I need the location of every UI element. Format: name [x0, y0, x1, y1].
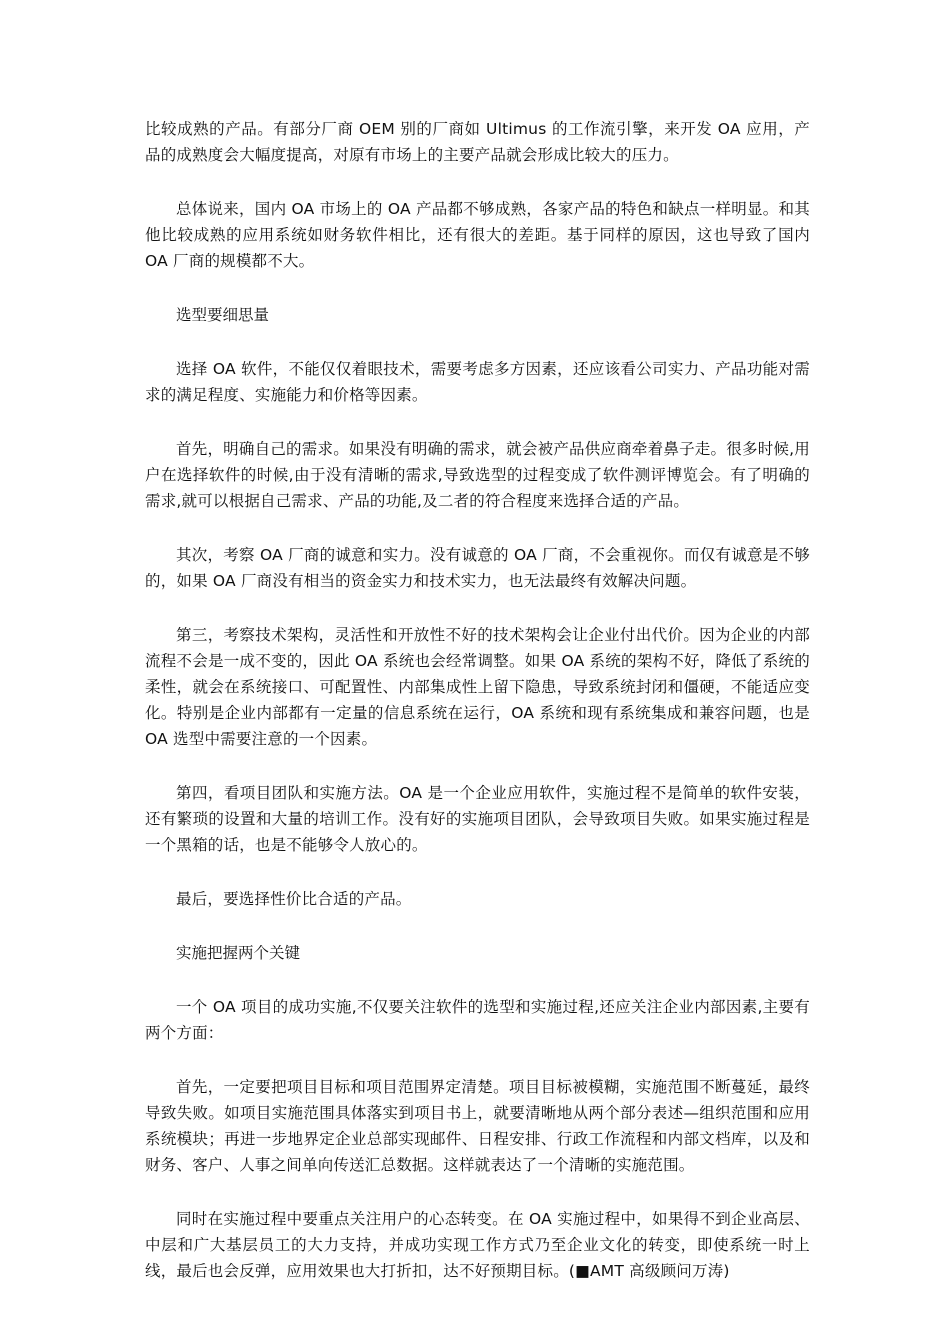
paragraph-fourth-team: 第四，看项目团队和实施方法。OA 是一个企业应用软件，实施过程不是简单的软件安装，还有繁琐的设置和大量的培训工作。没有好的实施项目团队，会导致项目失败。如果实施过程是一个黑箱的话，也是不能够令人放心的。 [145, 784, 810, 854]
paragraph-market-summary: 总体说来，国内 OA 市场上的 OA 产品都不够成熟，各家产品的特色和缺点一样明显。和其他比较成熟的应用系统如财务软件相比，还有很大的差距。基于同样的原因，这也导致了国内 OA 厂商的规模都不大。 [145, 200, 810, 270]
section-heading-implementation: 实施把握两个关键 [176, 944, 301, 962]
paragraph-selection-factors: 选择 OA 软件，不能仅仅着眼技术，需要考虑多方因素，还应该看公司实力、产品功能对需求的满足程度、实施能力和价格等因素。 [145, 360, 810, 404]
paragraph-first-requirements: 首先，明确自己的需求。如果没有明确的需求，就会被产品供应商牵着鼻子走。很多时候,用户在选择软件的时候,由于没有清晰的需求,导致选型的过程变成了软件测评博览会。有了明确的需求,就可以根据自己需求、产品的功能,及二者的符合程度来选择合适的产品。 [145, 440, 810, 510]
paragraph-third-architecture: 第三，考察技术架构，灵活性和开放性不好的技术架构会让企业付出代价。因为企业的内部流程不会是一成不变的，因此 OA 系统也会经常调整。如果 OA 系统的架构不好，降低了系统的柔性，就会在系统接口、可配置性、内部集成性上留下隐患，导致系统封闭和僵硬，不能适应变化。特别是企业内部都有一定量的信息系统在运行，OA 系统和现有系统集成和兼容问题，也是 OA 选型中需要注意的一个因素。 [145, 626, 810, 748]
paragraph-scope-definition: 首先，一定要把项目目标和项目范围界定清楚。项目目标被模糊，实施范围不断蔓延，最终导致失败。如项目实施范围具体落实到项目书上，就要清晰地从两个部分表述—组织范围和应用系统模块；再进一步地界定企业总部实现邮件、日程安排、行政工作流程和内部文档库，以及和财务、客户、人事之间单向传送汇总数据。这样就表达了一个清晰的实施范围。 [145, 1078, 810, 1174]
paragraph-second-vendor: 其次，考察 OA 厂商的诚意和实力。没有诚意的 OA 厂商，不会重视你。而仅有诚意是不够的，如果 OA 厂商没有相当的资金实力和技术实力，也无法最终有效解决问题。 [145, 546, 810, 590]
paragraph-intro: 比较成熟的产品。有部分厂商 OEM 别的厂商如 Ultimus 的工作流引擎，来开发 OA 应用，产品的成熟度会大幅度提高，对原有市场上的主要产品就会形成比较大的压力。 [145, 120, 810, 164]
section-heading-selection: 选型要细思量 [176, 306, 270, 324]
paragraph-finally-price: 最后，要选择性价比合适的产品。 [176, 890, 412, 908]
document-body [145, 116, 810, 1312]
paragraph-user-mindset: 同时在实施过程中要重点关注用户的心态转变。在 OA 实施过程中，如果得不到企业高层、中层和广大基层员工的大力支持，并成功实现工作方式乃至企业文化的转变，即使系统一时上线，最后也会反弹，应用效果也大打折扣，达不好预期目标。(■AMT 高级顾问万涛) [145, 1210, 810, 1280]
paragraph-implementation-intro: 一个 OA 项目的成功实施,不仅要关注软件的选型和实施过程,还应关注企业内部因素,主要有两个方面： [145, 998, 810, 1042]
